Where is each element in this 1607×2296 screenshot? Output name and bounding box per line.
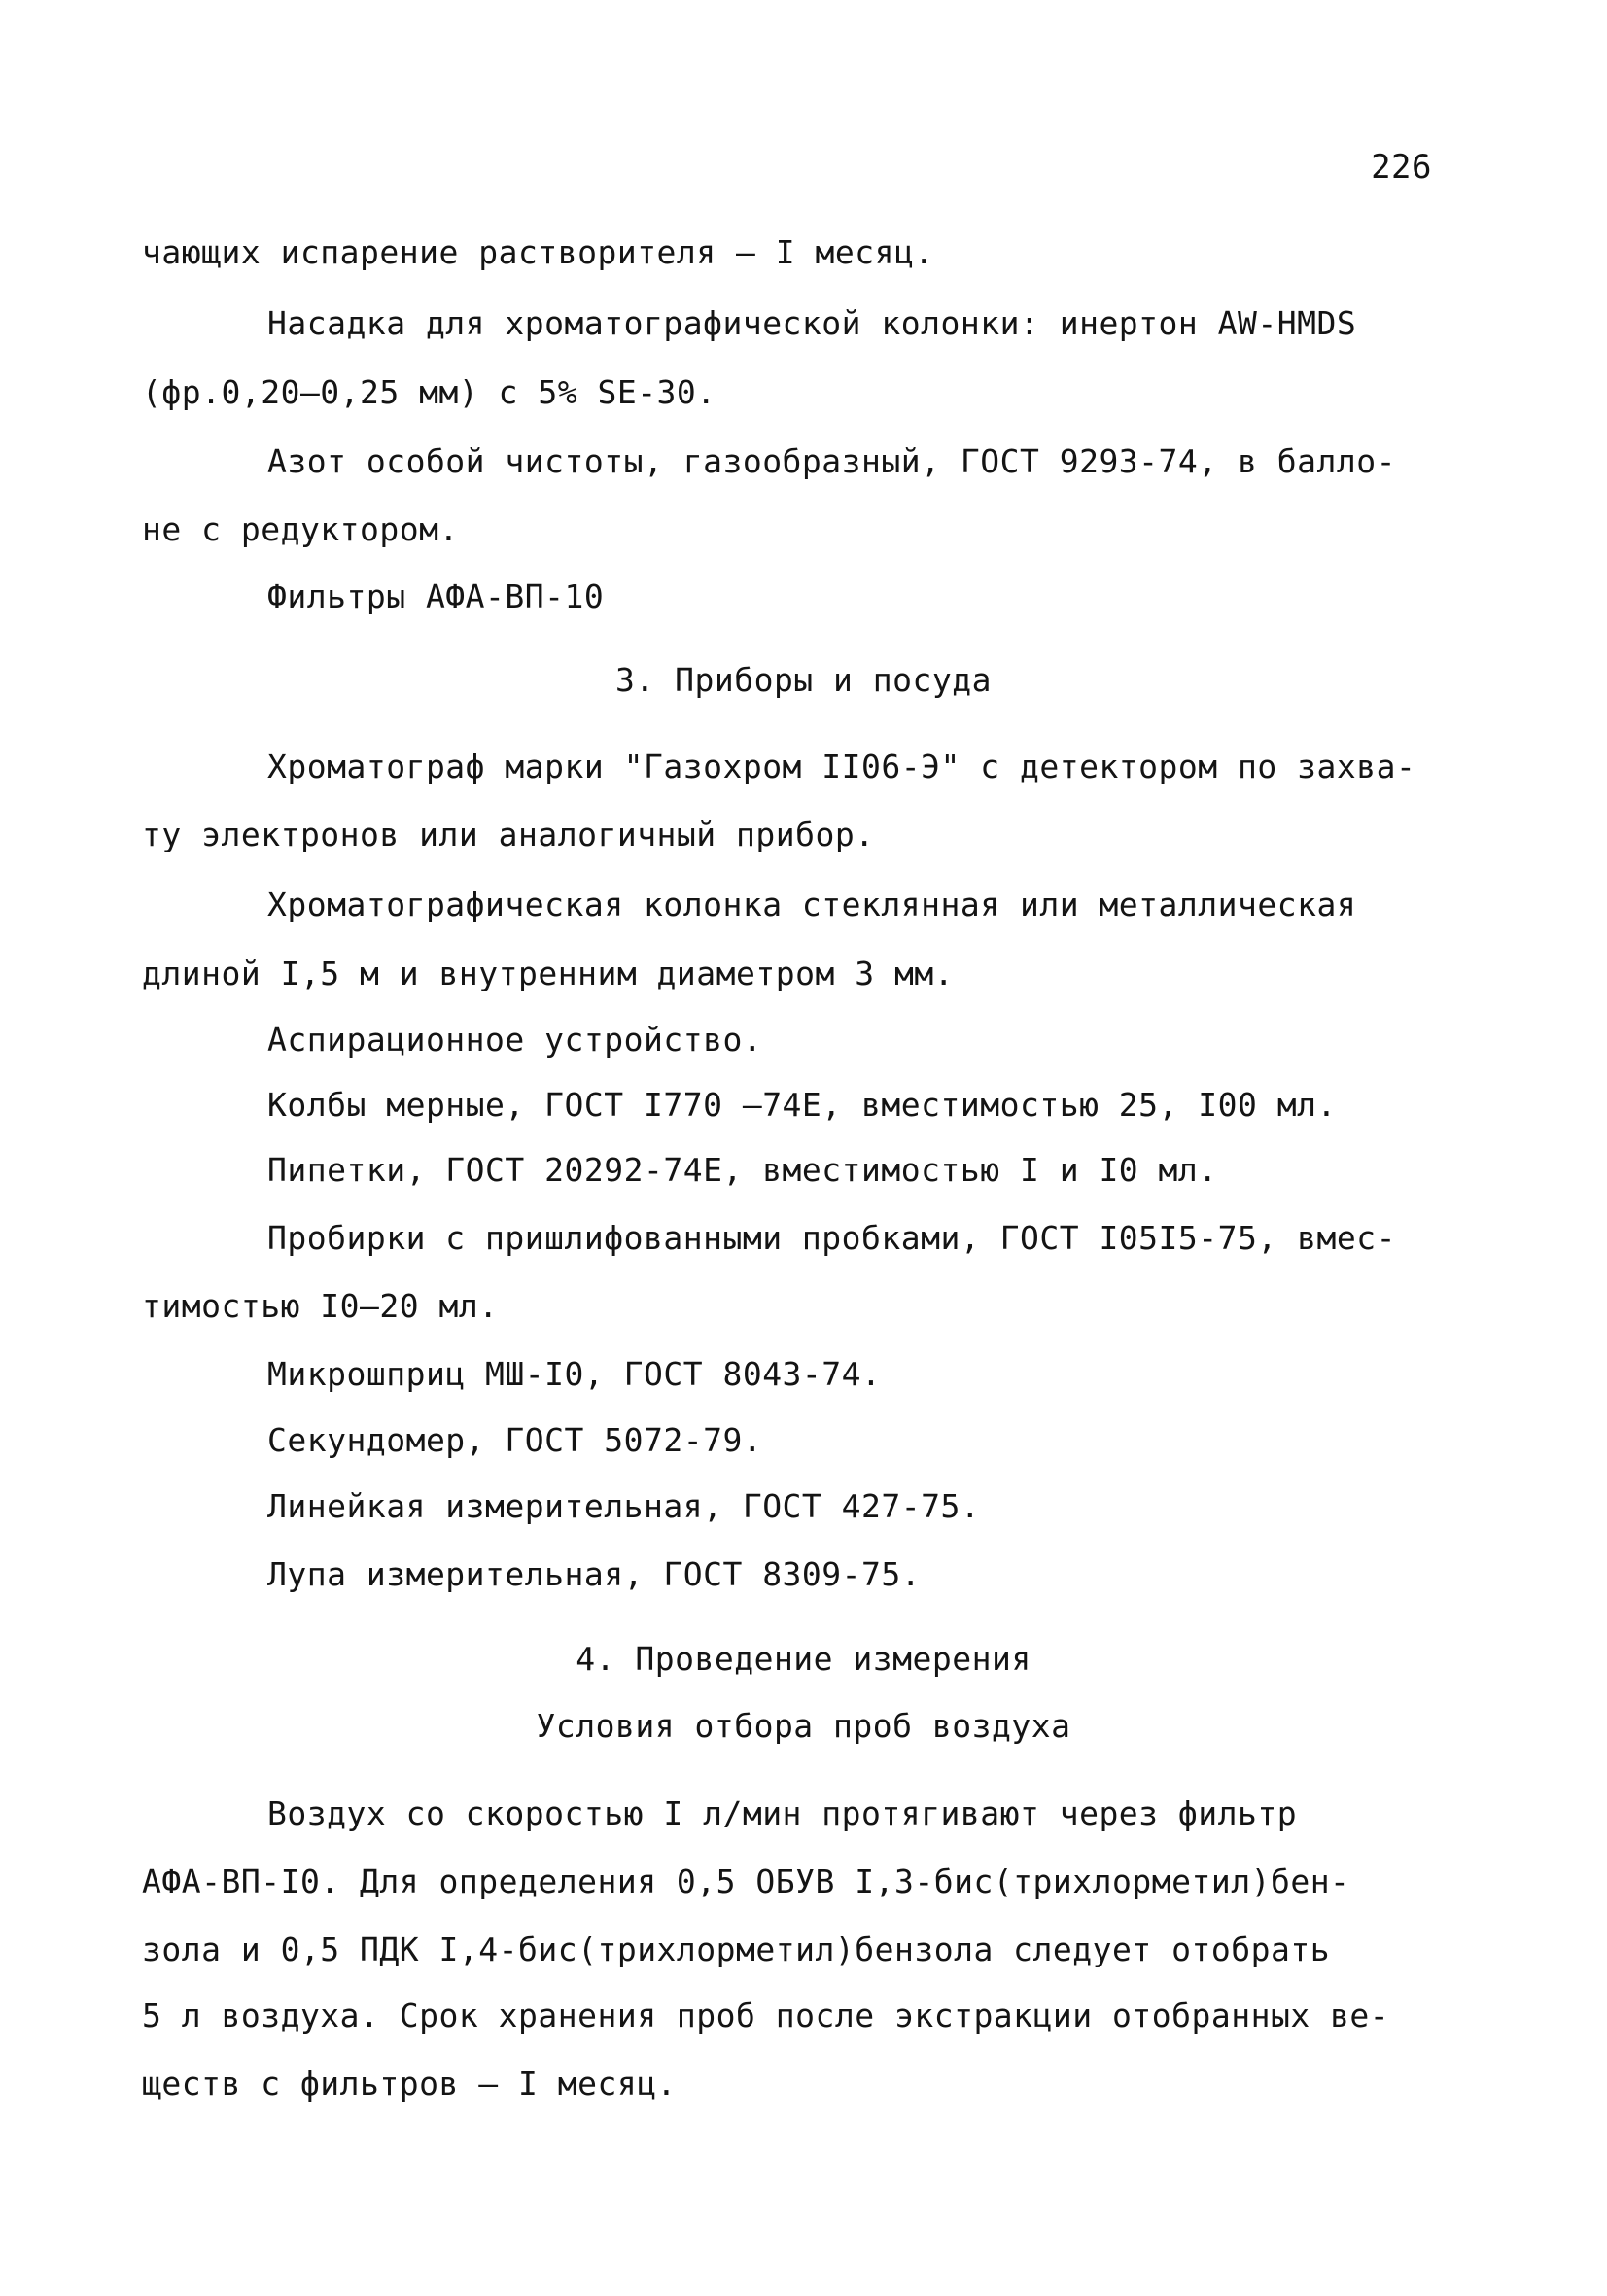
- text-line: чающих испарение растворителя – I месяц.: [142, 233, 934, 271]
- text-line: зола и 0,5 ПДК I,4-бис(трихлорметил)бензола следует отобрать: [142, 1931, 1331, 1968]
- text-line: Пипетки, ГОСТ 20292-74Е, вместимостью I и I0 мл.: [267, 1151, 1218, 1189]
- text-line: Хроматограф марки "Газохром II06-Э" с детектором по захва-: [267, 748, 1416, 785]
- text-line: тимостью I0–20 мл.: [142, 1287, 499, 1325]
- text-line: Хроматографическая колонка стеклянная или металлическая: [267, 886, 1357, 923]
- section-heading: 4. Проведение измерения: [576, 1640, 1031, 1678]
- text-line: Микрошприц МШ-I0, ГОСТ 8043-74.: [267, 1355, 882, 1393]
- text-line: не с редуктором.: [142, 510, 459, 548]
- text-line: Колбы мерные, ГОСТ I770 –74Е, вместимостью 25, I00 мл.: [267, 1086, 1337, 1124]
- text-line: Пробирки с пришлифованными пробками, ГОСТ I05I5-75, вмес-: [267, 1219, 1396, 1257]
- page-number: 226: [1371, 148, 1432, 187]
- text-line: Линейкая измерительная, ГОСТ 427-75.: [267, 1487, 981, 1525]
- text-line: Фильтры АФА-ВП-10: [267, 577, 605, 615]
- text-line: 5 л воздуха. Срок хранения проб после экстракции отобранных ве-: [142, 1997, 1390, 2035]
- text-line: Азот особой чистоты, газообразный, ГОСТ 9293-74, в балло-: [267, 442, 1396, 480]
- text-line: Насадка для хроматографической колонки: инертон AW-HMDS: [267, 304, 1357, 342]
- text-line: ществ с фильтров – I месяц.: [142, 2065, 677, 2103]
- text-line: Лупа измерительная, ГОСТ 8309-75.: [267, 1555, 922, 1593]
- text-line: ту электронов или аналогичный прибор.: [142, 816, 875, 853]
- section-heading: 3. Приборы и посуда: [615, 661, 992, 699]
- section-subheading: Условия отбора проб воздуха: [536, 1707, 1071, 1745]
- text-line: Аспирационное устройство.: [267, 1021, 763, 1059]
- text-line: Воздух со скоростью I л/мин протягивают через фильтр: [267, 1794, 1298, 1832]
- text-line: (фр.0,20–0,25 мм) с 5% SE-30.: [142, 373, 716, 411]
- text-line: длиной I,5 м и внутренним диаметром 3 мм.: [142, 955, 955, 992]
- text-line: Секундомер, ГОСТ 5072-79.: [267, 1421, 763, 1459]
- text-line: АФА-ВП-I0. Для определения 0,5 ОБУВ I,3-бис(трихлорметил)бен-: [142, 1862, 1350, 1900]
